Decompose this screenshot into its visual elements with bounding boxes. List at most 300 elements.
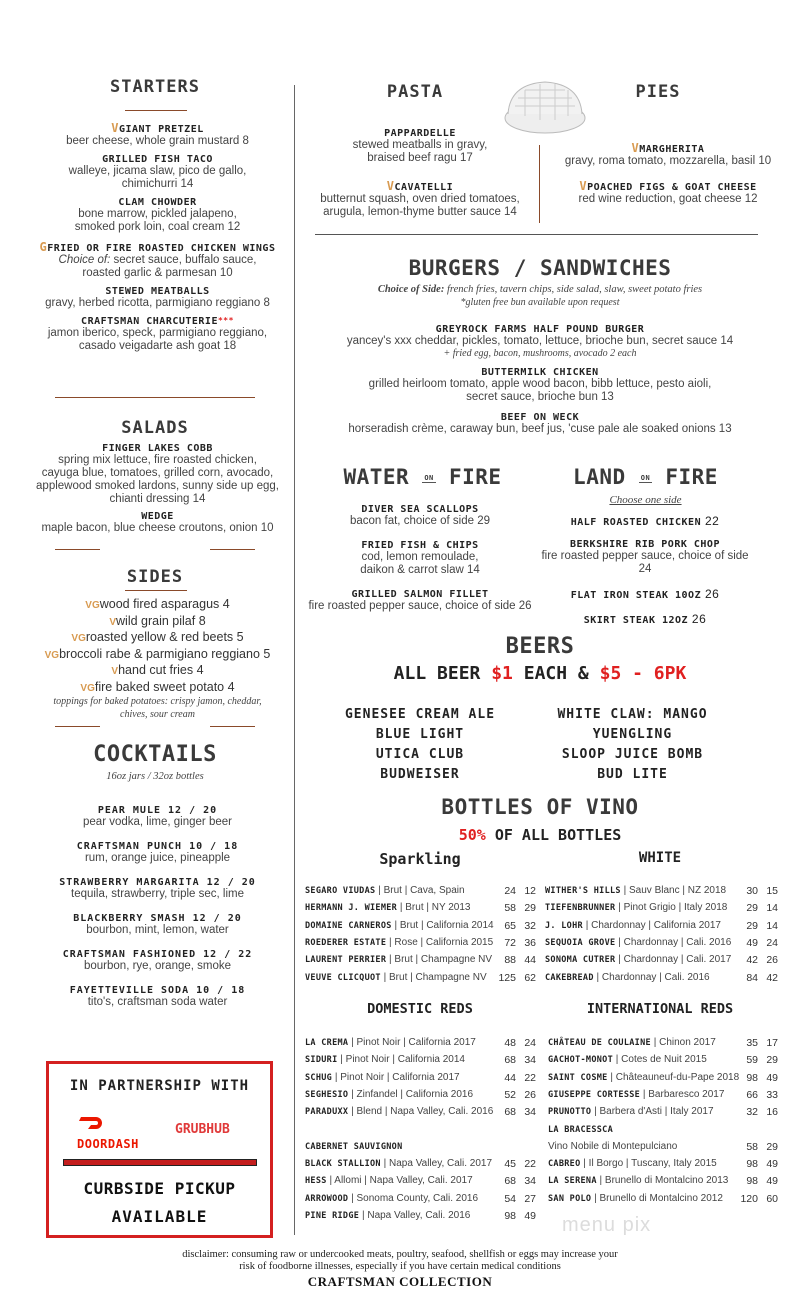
menu-item — [535, 539, 755, 576]
item-desc-text: secret sauce, buffalo sauce, — [110, 254, 257, 266]
wine-price-half: 34 — [524, 1175, 536, 1188]
cocktail-item — [20, 949, 295, 973]
item-name — [305, 128, 535, 139]
leaf-icon: VG — [85, 600, 100, 611]
wine-row — [548, 1072, 780, 1087]
item-desc-text: maple bacon, blue cheese croutons, onion 10 — [41, 522, 274, 534]
wine-row — [548, 1089, 780, 1104]
white-title: WHITE — [638, 850, 682, 866]
leaf-icon: V — [631, 141, 640, 155]
cocktail-desc: pear vodka, lime, ginger beer — [83, 816, 232, 828]
wine-price-half: 44 — [524, 954, 536, 967]
wine-price-bottle: 45 — [504, 1158, 516, 1171]
wine-price-half: 60 — [766, 1192, 778, 1205]
vino-title: BOTTLES OF VINO — [441, 795, 639, 819]
fire-word: FIRE — [665, 465, 718, 489]
sparkling-title: Sparkling — [379, 850, 461, 868]
wine-price-half: 29 — [766, 1054, 778, 1067]
water-word: WATER — [343, 465, 410, 489]
wine-name: HESS — [305, 1176, 327, 1187]
beer-item: BUDWEISER — [380, 767, 460, 782]
wine-row — [305, 1210, 540, 1225]
wine-price-bottle: 120 — [740, 1192, 758, 1205]
wine-row — [548, 1141, 780, 1156]
wine-desc: | Pinot Noir | California 2017 — [332, 1071, 460, 1083]
wine-price-bottle: 68 — [504, 1054, 516, 1067]
wine-price-half: 49 — [524, 1210, 536, 1222]
wine-price-bottle: 58 — [746, 1140, 758, 1153]
wine-row — [305, 1072, 540, 1087]
menu-item — [548, 179, 788, 206]
item-desc — [305, 564, 535, 577]
menu-item — [535, 514, 755, 528]
gluten-note: *gluten free bun available upon request — [460, 297, 620, 308]
item-desc — [305, 193, 535, 206]
wine-name: ROEDERER ESTATE — [305, 937, 387, 948]
item-desc-text: beer cheese, whole grain mustard 8 — [66, 135, 249, 147]
beer-item: BLUE LIGHT — [375, 727, 465, 742]
disclaimer — [100, 1249, 700, 1273]
item-name-text: CRAFTSMAN CHARCUTERIE — [81, 316, 218, 327]
wine-name: SIDURI — [305, 1055, 338, 1066]
domestic-title: DOMESTIC REDS — [367, 1001, 473, 1017]
item-desc — [20, 480, 295, 493]
wine-desc: | Sauv Blanc | NZ 2018 — [620, 885, 727, 896]
wine-name: J. LOHR — [545, 920, 583, 931]
side-item-text: roasted yellow & red beets 5 — [85, 630, 244, 644]
wine-row — [305, 1037, 540, 1052]
deal-price-1: $1 — [491, 663, 513, 684]
leaf-icon: V — [111, 121, 119, 135]
wine-price-bottle: 42 — [746, 954, 758, 967]
starters-title: STARTERS — [110, 77, 200, 97]
wine-name: PARADUXX — [305, 1107, 349, 1118]
cocktail-desc: tito's, craftsman soda water — [87, 996, 228, 1008]
item-desc — [535, 550, 755, 576]
item-desc — [20, 522, 295, 535]
wine-name: HERMANN J. WIEMER — [305, 903, 398, 914]
wine-price-bottle: 59 — [746, 1054, 758, 1067]
menu-item — [20, 121, 295, 148]
wine-price-bottle: 125 — [498, 971, 516, 984]
item-desc — [20, 254, 295, 267]
wine-desc: | Brut | Cava, Spain — [375, 885, 465, 896]
item-desc — [305, 378, 775, 391]
item-desc — [20, 208, 295, 221]
wine-price-bottle: 49 — [746, 936, 758, 949]
wine-price-half: 49 — [766, 1175, 778, 1188]
wine-price-bottle: 30 — [746, 885, 758, 897]
wine-price-bottle: 24 — [504, 885, 516, 897]
wine-price-bottle: 84 — [746, 971, 758, 984]
item-desc — [20, 467, 295, 480]
wine-name: SCHUG — [305, 1072, 333, 1083]
divider — [125, 590, 187, 591]
doordash-icon — [79, 1112, 107, 1132]
wine-row — [305, 954, 540, 969]
choice-label: Choice of Side: — [377, 284, 445, 295]
item-name — [305, 504, 535, 515]
wine-name: BLACK STALLION — [305, 1159, 381, 1170]
wine-row — [305, 902, 540, 917]
item-desc-text: casado veigadarte ash goat 18 — [78, 340, 237, 352]
vino-promo — [305, 826, 775, 844]
wine-desc: | Pinot Grigio | Italy 2018 — [615, 902, 728, 914]
wine-price-half: 49 — [766, 1158, 778, 1171]
wine-row — [305, 972, 540, 987]
item-name-text: GIANT PRETZEL — [118, 124, 204, 135]
wine-desc: | Napa Valley, Cali. 2016 — [359, 1210, 471, 1221]
wine-price-half: 34 — [524, 1054, 536, 1067]
wine-price-bottle: 54 — [504, 1192, 516, 1205]
wine-price-bottle: 72 — [504, 936, 516, 949]
wine-desc: | Brut | Champagne NV — [386, 954, 493, 966]
item-name — [20, 443, 295, 454]
item-name — [305, 179, 535, 193]
item-name-text: CLAM CHOWDER — [118, 197, 197, 208]
wine-desc: | Cotes de Nuit 2015 — [613, 1054, 707, 1066]
cocktails-subtitle: 16oz jars / 32oz bottles — [106, 771, 204, 782]
wine-price-half: 22 — [524, 1071, 536, 1084]
wine-price-half: 16 — [766, 1106, 778, 1119]
item-desc-text: yancey's xxx cheddar, pickles, tomato, lettuce, brioche bun, secret sauce 14 — [346, 335, 734, 347]
side-item-text: wood fired asparagus 4 — [99, 597, 230, 611]
wine-price-half: 12 — [524, 885, 536, 897]
footer-brand: CRAFTSMAN COLLECTION — [307, 1274, 493, 1289]
item-name — [535, 514, 755, 528]
wine-price-half: 49 — [766, 1071, 778, 1084]
item-desc — [305, 335, 775, 348]
wine-row — [305, 1193, 540, 1208]
leaf-icon: V — [111, 666, 119, 677]
wine-row — [305, 1175, 540, 1190]
beer-list-right — [540, 705, 725, 785]
wine-price-bottle: 58 — [504, 902, 516, 915]
wine-price-bottle: 68 — [504, 1106, 516, 1119]
beers-title: BEERS — [505, 634, 575, 659]
side-item — [20, 630, 295, 647]
side-item — [20, 680, 295, 697]
item-name-text: STEWED MEATBALLS — [105, 286, 210, 297]
wine-row — [548, 1106, 780, 1121]
wine-row — [545, 902, 780, 917]
deal-mid: EACH & — [512, 663, 600, 684]
wine-price-bottle: 52 — [504, 1088, 516, 1101]
item-desc — [305, 152, 535, 165]
item-desc — [20, 178, 295, 191]
pie-icon — [500, 76, 590, 136]
item-desc — [20, 297, 295, 310]
on-word: ON — [640, 474, 651, 482]
wine-row — [305, 920, 540, 935]
item-desc — [305, 515, 535, 528]
sides-list — [20, 597, 295, 721]
wine-name: LAURENT PERRIER — [305, 955, 387, 966]
item-desc-text: arugula, lemon-thyme butter sauce 14 — [323, 206, 517, 218]
item-name-text: BEEF ON WECK — [500, 412, 580, 423]
wine-price-bottle: 35 — [746, 1037, 758, 1049]
item-desc — [305, 391, 775, 404]
item-name — [535, 539, 755, 550]
wine-name: LA CREMA — [305, 1038, 349, 1048]
wine-name: LA BRACESSCA — [548, 1124, 614, 1135]
disclaimer-line: disclaimer: consuming raw or undercooked meats, poultry, seafood, shellfish or eggs may increase your — [182, 1249, 618, 1260]
wine-price-half: 33 — [766, 1088, 778, 1101]
cocktail-desc: bourbon, rye, orange, smoke — [83, 960, 232, 972]
wine-price-half: 29 — [524, 902, 536, 915]
cocktail-item — [20, 985, 295, 1009]
item-desc-text: grilled heirloom tomato, apple wood bacon, bibb lettuce, pesto aioli, — [368, 378, 712, 390]
divider — [55, 549, 100, 550]
item-desc-text: butternut squash, oven dried tomatoes, — [320, 193, 520, 205]
wine-price-half: 26 — [766, 954, 778, 967]
wine-desc: | Sonoma County, Cali. 2016 — [348, 1192, 479, 1204]
leaf-icon: VG — [80, 682, 95, 694]
item-desc — [20, 135, 295, 148]
wine-name: SONOMA CUTRER — [545, 955, 616, 966]
wine-desc: | Barbaresco 2017 — [640, 1088, 725, 1100]
column-divider — [294, 85, 295, 1235]
wine-name: DOMAINE CARNEROS — [305, 920, 392, 931]
item-name-text: POACHED FIGS & GOAT CHEESE — [587, 182, 757, 193]
side-item-text: hand cut fries 4 — [118, 663, 204, 677]
wine-desc: | Blend | Napa Valley, Cali. 2016 — [348, 1106, 494, 1118]
grubhub-logo[interactable]: GRUBHUB — [175, 1122, 230, 1137]
beer-deal — [305, 663, 775, 684]
wine-price-bottle: 44 — [504, 1071, 516, 1084]
item-desc-italic: Choice of: — [58, 254, 111, 266]
wine-desc: | Rose | California 2015 — [386, 936, 494, 948]
wine-price-bottle: 98 — [746, 1071, 758, 1084]
menu-item — [20, 197, 295, 234]
wine-name: CABREO — [548, 1159, 581, 1170]
wine-name: ARROWOOD — [305, 1193, 349, 1204]
wine-desc: | Brut | Champagne NV — [380, 971, 487, 983]
wine-row — [305, 1141, 540, 1156]
wine-name: VEUVE CLICQUOT — [305, 972, 381, 983]
item-desc-text: cayuga blue, tomatoes, grilled corn, avocado, — [41, 467, 274, 479]
wine-name: SEGARO VIUDAS — [305, 886, 376, 896]
beer-item: UTICA CLUB — [375, 747, 465, 762]
wine-desc: | Brunello di Montalcino 2012 — [591, 1192, 723, 1204]
item-price: 22 — [701, 514, 720, 528]
wine-desc: | Chardonnay | Cali. 2016 — [593, 971, 710, 983]
wine-name: WITHER'S HILLS — [545, 886, 621, 896]
wine-row — [545, 972, 780, 987]
land-fire-title — [548, 465, 743, 489]
item-desc — [305, 423, 775, 436]
wine-price-half: 22 — [524, 1158, 536, 1171]
item-name — [548, 179, 788, 193]
menu-item — [20, 443, 295, 506]
land-fire-subtitle: Choose one side — [609, 494, 682, 506]
item-desc-text: roasted garlic & parmesan 10 — [82, 267, 233, 279]
divider — [210, 726, 255, 727]
side-item-text: wild grain pilaf 8 — [116, 613, 206, 628]
choice-text: french fries, tavern chips, side salad, slaw, sweet potato fries — [444, 284, 703, 295]
wine-name: LA SERENA — [548, 1176, 597, 1187]
item-extra: + fried egg, bacon, mushrooms, avocado 2 each — [443, 348, 637, 359]
watermark: menu pix — [562, 1214, 652, 1236]
menu-item — [305, 540, 535, 577]
wine-price-bottle: 98 — [746, 1175, 758, 1188]
burgers-choice — [305, 284, 775, 295]
wine-price-half: 15 — [766, 885, 778, 897]
item-name — [20, 240, 295, 254]
land-fire-list — [535, 514, 755, 637]
item-desc-text: smoked pork loin, coal cream 12 — [74, 221, 241, 233]
item-desc — [305, 551, 535, 564]
cocktail-name: CRAFTSMAN FASHIONED 12 / 22 — [62, 949, 253, 960]
item-desc-text: daikon & carrot slaw 14 — [360, 564, 480, 576]
cocktail-item — [20, 877, 295, 901]
wine-name: SEGHESIO — [305, 1089, 349, 1100]
cocktails-title: COCKTAILS — [93, 742, 217, 767]
item-name — [20, 286, 295, 297]
doordash-label: DOORDASH — [77, 1137, 139, 1151]
wine-row — [305, 937, 540, 952]
wine-desc: | Pinot Noir | California 2017 — [348, 1037, 476, 1048]
wine-price-bottle: 66 — [746, 1088, 758, 1101]
disclaimer-line: risk of foodborne illnesses, especially if you have certain medical conditions — [239, 1261, 561, 1272]
pies-list — [548, 141, 788, 217]
wine-desc: | Zinfandel | California 2016 — [348, 1088, 474, 1100]
wine-row — [548, 1054, 780, 1069]
wine-row — [545, 937, 780, 952]
leaf-icon: V — [109, 616, 117, 628]
item-name-text: CAVATELLI — [394, 182, 454, 193]
side-item-text: fire baked sweet potato 4 — [94, 679, 235, 694]
wine-price-bottle: 65 — [504, 919, 516, 932]
menu-item — [305, 504, 535, 528]
item-name-text: BUTTERMILK CHICKEN — [481, 367, 599, 378]
beer-item: SLOOP JUICE BOMB — [561, 747, 704, 762]
beer-item: BUD LITE — [597, 767, 668, 782]
wine-price-bottle: 29 — [746, 902, 758, 915]
wine-name: SAN POLO — [548, 1193, 592, 1204]
wine-desc: | Brunello di Montalcino 2013 — [596, 1175, 729, 1187]
wine-price-half: 62 — [524, 971, 536, 984]
wine-row — [548, 1158, 780, 1173]
wine-desc: | Pinot Noir | California 2014 — [337, 1054, 465, 1066]
item-desc — [20, 221, 295, 234]
wine-price-half: 17 — [766, 1037, 778, 1049]
wine-name: PINE RIDGE — [305, 1211, 360, 1221]
wine-price-half: 14 — [766, 902, 778, 915]
item-desc-text: chianti dressing 14 — [109, 493, 206, 505]
doordash-logo[interactable] — [79, 1112, 107, 1136]
menu-item — [20, 286, 295, 310]
wine-name: SAINT COSME — [548, 1072, 608, 1083]
wine-row — [548, 1037, 780, 1052]
wine-price-bottle: 29 — [746, 919, 758, 932]
item-desc-text: fire roasted pepper sauce, choice of side 24 — [541, 550, 749, 575]
wine-desc: | Barbera d'Asti | Italy 2017 — [591, 1106, 714, 1118]
beer-item: YUENGLING — [592, 727, 673, 742]
item-desc — [20, 493, 295, 506]
wine-row — [548, 1193, 780, 1208]
international-title: INTERNATIONAL REDS — [586, 1001, 734, 1017]
wine-price-half: 27 — [524, 1192, 536, 1205]
side-item — [20, 663, 295, 680]
item-name-text: GRILLED FISH TACO — [102, 154, 213, 165]
wine-row — [305, 1158, 540, 1173]
salads-list — [20, 443, 295, 540]
leaf-icon: VG — [71, 633, 86, 644]
starters-list — [20, 121, 295, 359]
wine-price-half: 42 — [766, 971, 778, 984]
item-desc — [305, 206, 535, 219]
cocktail-name: CRAFTSMAN PUNCH 10 / 18 — [76, 841, 239, 852]
wine-price-half: 36 — [524, 936, 536, 949]
item-name — [535, 612, 755, 626]
deal-price-2: $5 - 6PK — [599, 663, 687, 684]
wine-desc: | Chardonnay | Cali. 2016 — [615, 936, 732, 948]
wine-price-half: 26 — [524, 1088, 536, 1101]
wine-desc: | Brut | California 2014 — [391, 919, 494, 931]
wine-price-bottle: 98 — [504, 1210, 516, 1222]
leaf-icon: V — [386, 179, 395, 193]
item-name-text: PAPPARDELLE — [384, 128, 456, 139]
wine-price-bottle: 88 — [504, 954, 516, 967]
wine-desc: | Brut | NY 2013 — [397, 902, 471, 914]
item-name-text: DIVER SEA SCALLOPS — [361, 504, 479, 515]
menu-item — [20, 316, 295, 353]
wine-row — [305, 1054, 540, 1069]
menu-item — [548, 141, 788, 168]
wine-desc: | Chardonnay | Cali. 2017 — [615, 954, 732, 966]
item-name-text: MARGHERITA — [639, 144, 705, 155]
item-name-text: GREYROCK FARMS HALF POUND BURGER — [435, 324, 645, 335]
item-desc — [20, 327, 295, 340]
salads-title: SALADS — [121, 418, 189, 438]
leaf-icon: V — [579, 179, 588, 193]
pasta-pies-divider — [539, 145, 540, 223]
divider — [55, 726, 100, 727]
menu-item — [305, 367, 775, 404]
wine-name: CABERNET SAUVIGNON — [305, 1141, 403, 1152]
sides-note: toppings for baked potatoes: crispy jamon, cheddar, — [53, 696, 262, 707]
item-desc-text: stewed meatballs in gravy, — [352, 139, 488, 151]
cocktail-name: STRAWBERRY MARGARITA 12 / 20 — [59, 877, 256, 888]
wine-price-half: 24 — [766, 936, 778, 949]
menu-item — [20, 154, 295, 191]
wine-row — [305, 885, 540, 900]
cocktail-item — [20, 805, 295, 829]
item-desc-text: walleye, jicama slaw, pico de gallo, — [68, 165, 247, 177]
item-desc-text: spring mix lettuce, fire roasted chicken, — [58, 454, 257, 466]
item-name — [20, 197, 295, 208]
wine-row — [305, 1089, 540, 1104]
side-item-text: broccoli rabe & parmigiano reggiano 5 — [59, 646, 271, 661]
partnership-box — [46, 1061, 273, 1238]
item-name — [20, 511, 295, 522]
item-desc-text: gravy, roma tomato, mozzarella, basil 10 — [564, 155, 772, 167]
wine-desc: | Napa Valley, Cali. 2017 — [380, 1158, 493, 1170]
red-bar — [63, 1159, 257, 1166]
wine-price-bottle: 68 — [504, 1175, 516, 1188]
wine-row — [305, 1124, 540, 1139]
wine-name: SEQUOIA GROVE — [545, 937, 616, 948]
item-name-text: FRIED OR FIRE ROASTED CHICKEN WINGS — [47, 243, 276, 254]
item-name — [305, 412, 775, 423]
wine-price-half: 14 — [766, 919, 778, 932]
partnership-title: IN PARTNERSHIP WITH — [69, 1078, 250, 1094]
wine-row — [305, 1106, 540, 1121]
menu-item — [305, 179, 535, 219]
menu-item — [535, 612, 755, 626]
side-item — [20, 597, 295, 614]
